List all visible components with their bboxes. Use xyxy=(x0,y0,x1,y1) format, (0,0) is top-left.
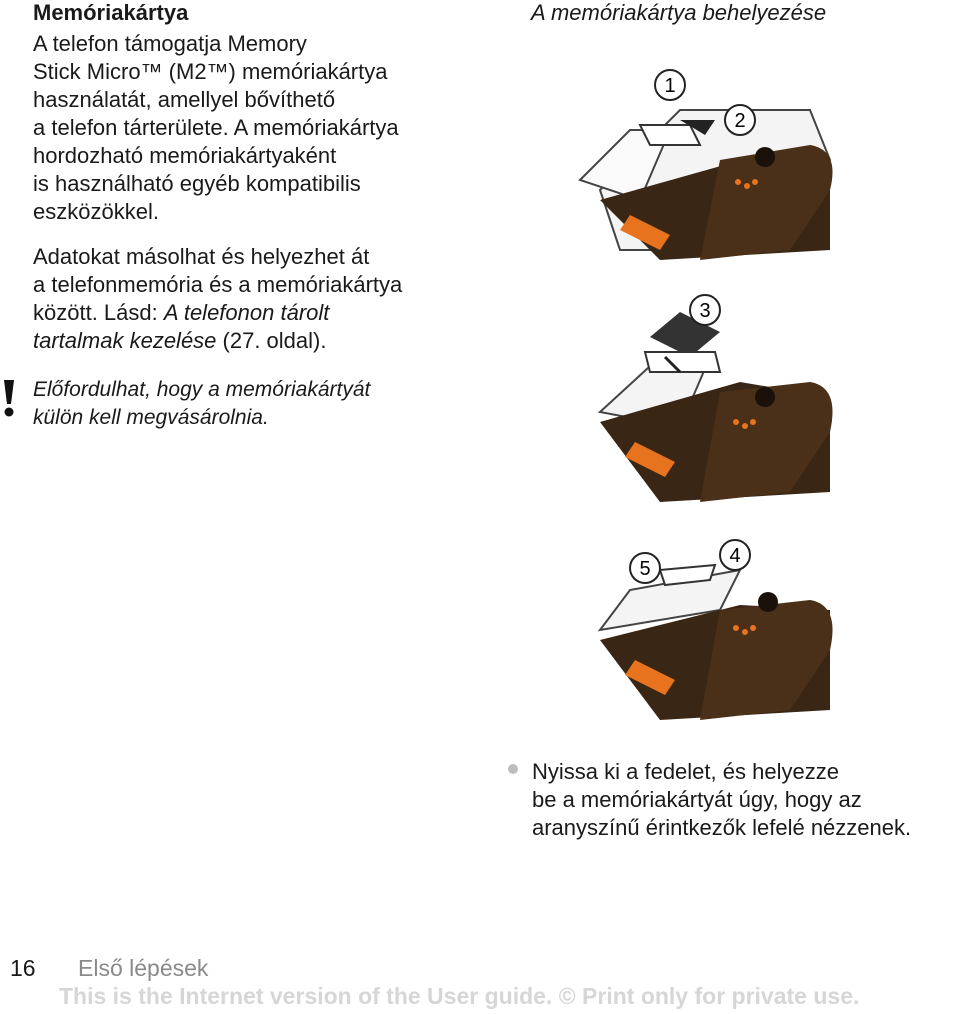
svg-text:1: 1 xyxy=(664,75,676,97)
intro-paragraph: A telefon támogatja Memory Stick Micro™ (M2™) memóriakártya használatát, amellyel bővíthető a telefon tárterülete. A memóriakártya hordozható memóriakártyaként is használható egyéb kompatibilis eszközökkel. xyxy=(33,31,399,224)
page-reference: (27. oldal). xyxy=(216,328,327,353)
exclamation-icon xyxy=(2,378,16,418)
page-number: 16 xyxy=(10,955,36,981)
disclaimer: This is the Internet version of the User guide. © Print only for private use. xyxy=(59,983,860,1009)
svg-text:2: 2 xyxy=(734,110,746,132)
warning-note: Előfordulhat, hogy a memóriakártyát külön kell megvásárolnia. xyxy=(33,378,371,429)
step-2-marker xyxy=(725,105,755,135)
copy-paragraph xyxy=(33,243,473,355)
section-heading: Memóriakártya xyxy=(33,0,189,25)
instruction-text: Nyissa ki a fedelet, és helyezze be a memóriakártyát úgy, hogy az aranyszínű érintkezők lefelé nézzenek. xyxy=(532,759,912,840)
figure-title: A memóriakártya behelyezése xyxy=(531,0,827,25)
illustration-close-cover xyxy=(540,510,960,730)
step-5-marker xyxy=(630,553,660,583)
step-3-marker xyxy=(690,295,720,325)
bullet-dot-icon xyxy=(508,764,518,774)
section-name: Első lépések xyxy=(78,955,209,981)
cross-reference-link[interactable]: A telefonon tárolt tartalmak kezelése xyxy=(33,300,330,353)
svg-text:5: 5 xyxy=(639,558,651,580)
illustration-open-cover xyxy=(540,50,960,260)
illustration-insert-card xyxy=(540,282,960,507)
step-4-marker xyxy=(720,540,750,570)
svg-text:4: 4 xyxy=(729,545,741,567)
copy-paragraph-text: Adatokat másolhat és helyezhet át a telefonmemória és a memóriakártya között. Lásd: xyxy=(33,244,403,325)
svg-text:3: 3 xyxy=(699,300,711,322)
step-1-marker xyxy=(655,70,685,100)
